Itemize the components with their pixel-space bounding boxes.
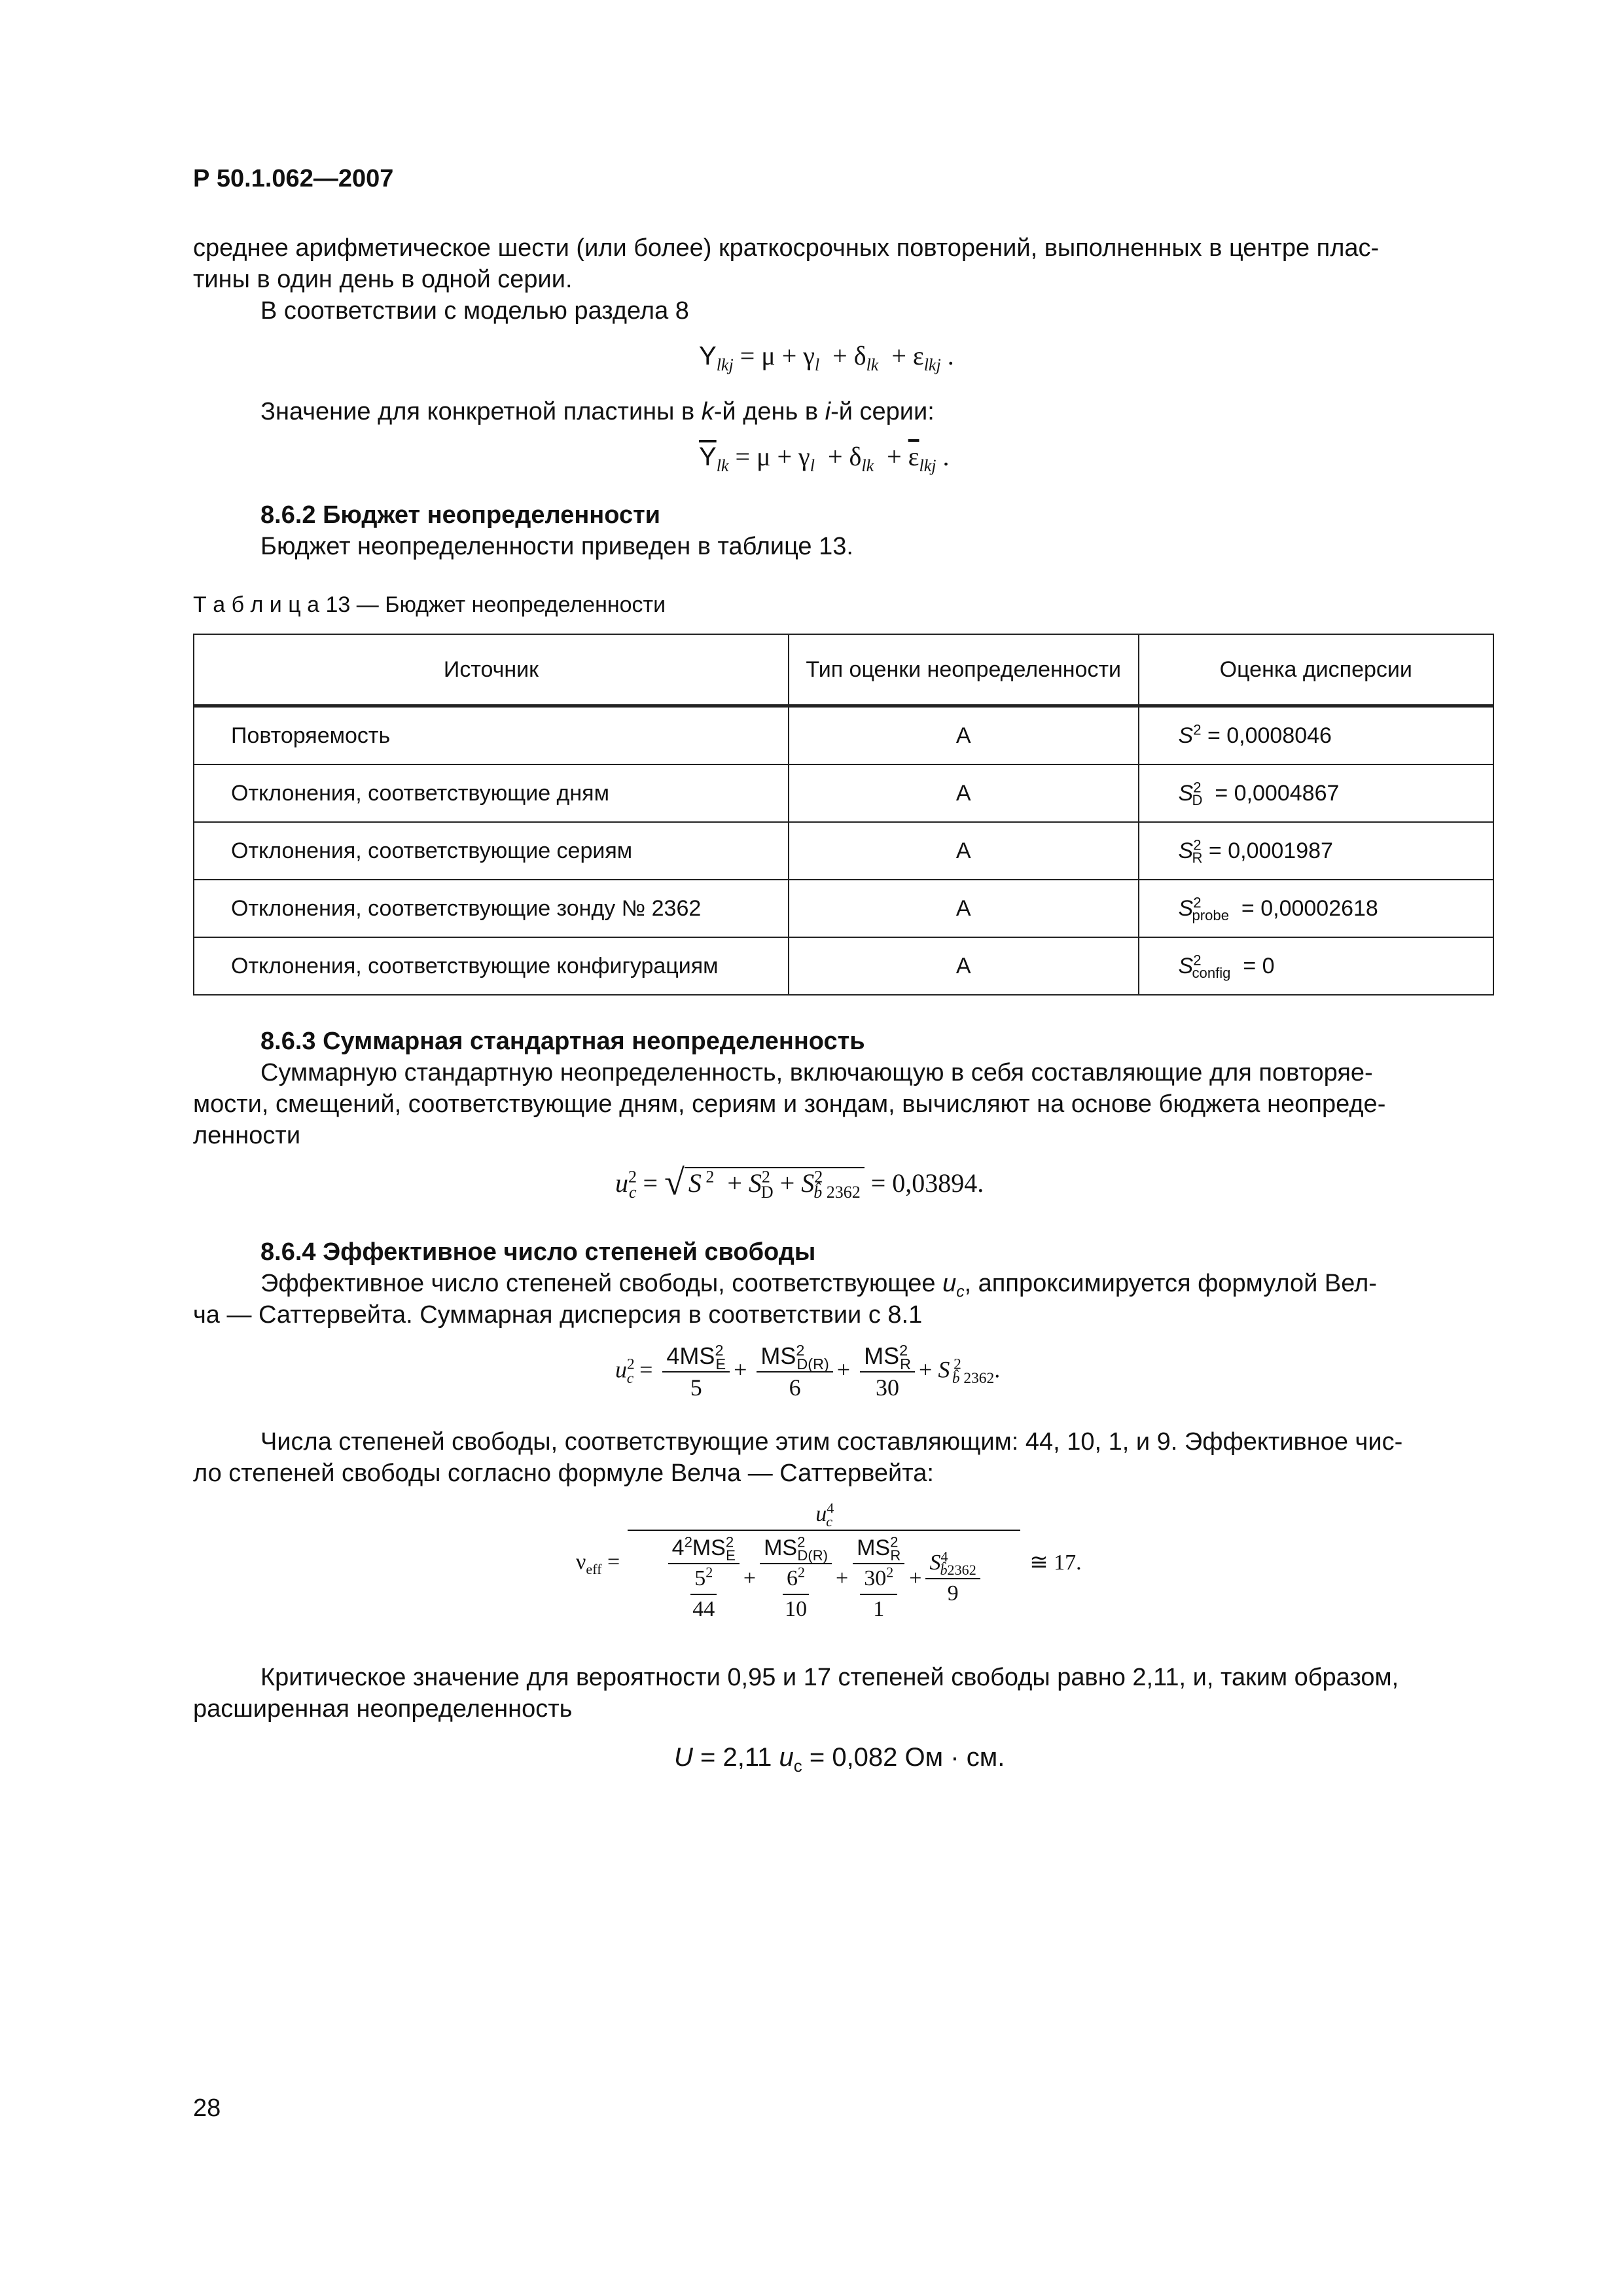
- row-variance: $S^2_{probe} = 0,00002618$: [1139, 880, 1493, 937]
- row-type: А: [789, 764, 1139, 822]
- intro-line-4: Значение для конкретной пластины в k-й день в i-й серии:: [260, 398, 935, 425]
- section-864-title: 8.6.4 Эффективное число степеней свободы: [260, 1238, 816, 1266]
- intro-line-3: В соответствии с моделью раздела 8: [260, 297, 689, 325]
- section-864-para2-line-1: Числа степеней свободы, соответствующие этим составляющим: 44, 10, 1, и 9. Эффективное чис-: [260, 1428, 1403, 1456]
- section-862-text: Бюджет неопределенности приведен в таблице 13.: [260, 533, 853, 560]
- row-source: Отклонения, соответствующие сериям: [194, 822, 789, 880]
- row-type: А: [789, 822, 1139, 880]
- equation-y-lkj: $Y_{lkj} = \mu + \gamma_l + \delta_{lk} + \varepsilon_{lkj}$ .: [699, 341, 954, 374]
- section-864-para3-line-1: Критическое значение для вероятности 0,95 и 17 степеней свободы равно 2,11, и, таким образом,: [260, 1664, 1399, 1691]
- section-864-para2-line-2: ло степеней свободы согласно формуле Велча — Саттервейта:: [193, 1460, 934, 1487]
- section-864-line-1: Эффективное число степеней свободы, соответствующее $u_c$, аппроксимируется формулой Вел-: [260, 1270, 1377, 1301]
- table-row: [194, 822, 1493, 880]
- document-number: Р 50.1.062—2007: [193, 165, 394, 192]
- row-variance: $S^2_R = 0,0001987$: [1139, 822, 1493, 880]
- row-type: А: [789, 706, 1139, 765]
- section-864-line-2: ча — Саттервейта. Суммарная дисперсия в соответствии с 8.1: [193, 1301, 923, 1329]
- row-variance: $S^2_{config} = 0$: [1139, 937, 1493, 995]
- column-header-variance: Оценка дисперсии: [1139, 634, 1493, 706]
- expanded-uncertainty-equation: U = 2,11 $u_c = 0,082$ Ом · см.: [674, 1743, 1005, 1776]
- equation-uc-squared: $u^2_c$ = √ S $^2 + S^2_D + S^2_{b̂ 2362} = 0,03894$.: [615, 1162, 984, 1203]
- row-source: Отклонения, соответствующие зонду № 2362: [194, 880, 789, 937]
- intro-line-2: тины в один день в одной серии.: [193, 266, 573, 293]
- intro-line-1: среднее арифметическое шести (или более) краткосрочных повторений, выполненных в центре плас-: [193, 234, 1380, 262]
- table-row: [194, 706, 1493, 765]
- page-number: 28: [193, 2094, 221, 2122]
- equation-y-bar-lk: $\overline{Y}_{lk} = \mu + \gamma_l + \delta_{lk} + \overline{\varepsilon}_{lkj}$ .: [699, 442, 950, 475]
- section-864-para3-line-2: расширенная неопределенность: [193, 1695, 573, 1723]
- table-row: [194, 764, 1493, 822]
- table-caption: Т а б л и ц а 13 — Бюджет неопределенности: [193, 592, 666, 617]
- row-variance: $S^2_D = 0,0004867$: [1139, 764, 1493, 822]
- column-header-source: Источник: [194, 634, 789, 706]
- row-source: Отклонения, соответствующие дням: [194, 764, 789, 822]
- equation-total-variance: $u^2_c$ = $\frac{4MS^2_E}{5}$ + $\frac{MS^2_{D(R)}}{6}$ + $\frac{MS^2_R}{30}$ + S $^2_{b̂ 2362}$.: [615, 1342, 1001, 1401]
- equation-nu-eff: $\nu_{eff}$ = $u^4_c$ $\frac{4^2MS^2_E}{\frac{5^2}{44}}$ + $\frac{MS^2_{D(R)}}{\frac{6^2}{10}}$ + $\frac{MS^2_R}{\frac{30^2}{1}}$ + $\frac{S^4_{b̂2362}}{9}$ ≅ 17.: [576, 1499, 1082, 1621]
- table-row: [194, 880, 1493, 937]
- row-source: Отклонения, соответствующие конфигурациям: [194, 937, 789, 995]
- row-source: Повторяемость: [194, 706, 789, 765]
- section-863-line-1: Суммарную стандартную неопределенность, включающую в себя составляющие для повторяе-: [260, 1059, 1373, 1086]
- section-862-title: 8.6.2 Бюджет неопределенности: [260, 501, 661, 529]
- table-row: [194, 937, 1493, 995]
- uncertainty-budget-table: [193, 634, 1494, 996]
- row-variance: $S^2 = 0,0008046$: [1139, 706, 1493, 765]
- section-863-line-3: ленности: [193, 1122, 301, 1149]
- row-type: А: [789, 880, 1139, 937]
- section-863-title: 8.6.3 Суммарная стандартная неопределенность: [260, 1028, 865, 1055]
- row-type: А: [789, 937, 1139, 995]
- column-header-type: Тип оценки неопределенности: [789, 634, 1139, 706]
- section-863-line-2: мости, смещений, соответствующие дням, сериям и зондам, вычисляют на основе бюджета неопреде-: [193, 1090, 1386, 1118]
